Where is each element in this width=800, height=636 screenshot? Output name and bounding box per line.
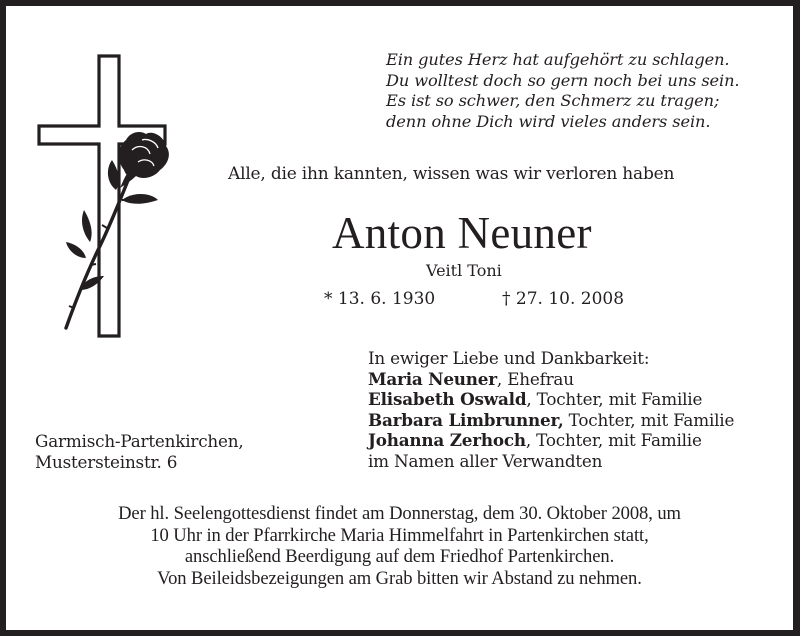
- mourner-relation: , Tochter, mit Familie: [526, 389, 703, 410]
- poem-line: Ein gutes Herz hat aufgehört zu schlagen.: [386, 50, 730, 69]
- death-date: † 27. 10. 2008: [502, 289, 625, 309]
- service-line: 10 Uhr in der Pfarrkirche Maria Himmelfahrt in Partenkirchen statt,: [150, 524, 649, 546]
- obituary-notice: [6, 6, 793, 630]
- motto: Alle, die ihn kannten, wissen was wir verloren haben: [228, 164, 675, 184]
- service-info: [6, 503, 793, 589]
- birth-date: * 13. 6. 1930: [324, 289, 436, 309]
- mourner-name: Elisabeth Oswald: [368, 389, 527, 410]
- poem-line: denn ohne Dich wird vieles anders sein.: [386, 111, 711, 131]
- deceased-name: Anton Neuner: [332, 208, 592, 258]
- mourners-intro: In ewiger Liebe und Dankbarkeit:: [368, 348, 650, 368]
- address-city: Garmisch-Partenkirchen,: [35, 431, 244, 451]
- mourner-name: Barbara Limbrunner,: [368, 409, 564, 430]
- address-street: Mustersteinstr. 6: [35, 451, 178, 472]
- poem-line: Es ist so schwer, den Schmerz zu tragen;: [386, 91, 720, 110]
- address: [35, 431, 243, 472]
- deceased-nickname: Veitl Toni: [426, 261, 502, 280]
- poem: [386, 50, 739, 132]
- mourner-row: [368, 369, 734, 390]
- mourner-relation: Tochter, mit Familie: [563, 409, 735, 430]
- mourner-row: [368, 389, 734, 410]
- poem-line: Du wolltest doch so gern noch bei uns sein.: [386, 70, 740, 90]
- mourners-closing: im Namen aller Verwandten: [368, 450, 603, 471]
- mourner-name: Johanna Zerhoch: [368, 430, 526, 451]
- mourners-list: [368, 348, 734, 472]
- mourner-relation: , Tochter, mit Familie: [525, 430, 702, 451]
- mourner-relation: , Ehefrau: [496, 368, 574, 389]
- cross-with-rose-icon: [32, 50, 182, 350]
- mourner-name: Maria Neuner: [368, 368, 497, 389]
- service-line: Der hl. Seelengottesdienst findet am Donnerstag, dem 30. Oktober 2008, um: [118, 503, 681, 524]
- service-line: Von Beileidsbezeigungen am Grab bitten wir Abstand zu nehmen.: [157, 567, 642, 589]
- service-line: anschließend Beerdigung auf dem Friedhof Partenkirchen.: [184, 546, 615, 567]
- mourner-row: [368, 430, 734, 451]
- mourner-row: [368, 410, 734, 431]
